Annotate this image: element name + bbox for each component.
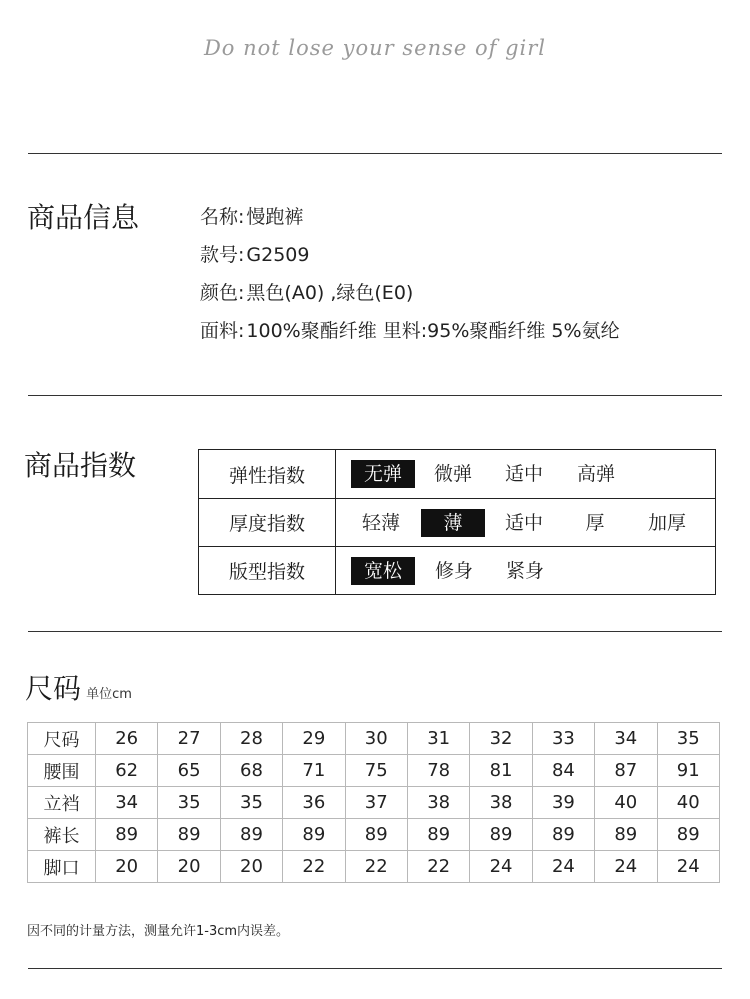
info-label: 面料: <box>200 320 245 342</box>
product-info-title: 商品信息 <box>27 201 140 234</box>
table-cell: 20 <box>220 851 282 883</box>
info-label: 名称: <box>200 206 245 228</box>
table-cell: 20 <box>96 851 158 883</box>
row-header: 裤长 <box>28 819 96 851</box>
table-cell: 35 <box>657 723 719 755</box>
table-cell: 34 <box>96 787 158 819</box>
table-cell: 32 <box>470 723 532 755</box>
index-row-label: 弹性指数 <box>199 450 336 498</box>
table-cell: 28 <box>220 723 282 755</box>
option: 适中 <box>504 463 543 485</box>
row-header: 脚口 <box>28 851 96 883</box>
table-row <box>28 819 720 851</box>
row-header: 立裆 <box>28 787 96 819</box>
table-cell: 34 <box>595 723 657 755</box>
option-selected: 薄 <box>421 509 485 537</box>
option: 厚 <box>585 511 605 534</box>
table-cell: 40 <box>657 787 719 819</box>
table-cell: 24 <box>532 851 594 883</box>
table-cell: 29 <box>283 723 345 755</box>
table-cell: 68 <box>220 755 282 787</box>
table-cell: 89 <box>532 819 594 851</box>
info-label: 颜色: <box>200 282 245 304</box>
table-cell: 89 <box>657 819 719 851</box>
info-value: G2509 <box>246 244 310 266</box>
table-cell: 89 <box>158 819 220 851</box>
index-row-thickness <box>199 498 715 546</box>
table-cell: 89 <box>345 819 407 851</box>
row-header: 尺码 <box>28 723 96 755</box>
size-table <box>27 722 720 883</box>
table-cell: 35 <box>158 787 220 819</box>
info-line-name <box>200 202 303 229</box>
table-cell: 91 <box>657 755 719 787</box>
size-chart-title: 尺码 <box>25 672 82 705</box>
table-cell: 22 <box>345 851 407 883</box>
table-cell: 89 <box>220 819 282 851</box>
table-cell: 81 <box>470 755 532 787</box>
table-cell: 24 <box>470 851 532 883</box>
index-row-label: 厚度指数 <box>199 499 336 546</box>
table-cell: 33 <box>532 723 594 755</box>
table-cell: 38 <box>470 787 532 819</box>
table-cell: 26 <box>96 723 158 755</box>
table-cell: 35 <box>220 787 282 819</box>
table-cell: 39 <box>532 787 594 819</box>
table-row <box>28 755 720 787</box>
table-cell: 89 <box>407 819 469 851</box>
table-cell: 89 <box>470 819 532 851</box>
table-cell: 22 <box>283 851 345 883</box>
table-cell: 24 <box>595 851 657 883</box>
option: 高弹 <box>576 463 615 485</box>
info-label: 款号: <box>200 244 245 266</box>
option-selected: 无弹 <box>351 460 415 488</box>
product-index-title: 商品指数 <box>24 449 137 482</box>
row-header: 腰围 <box>28 755 96 787</box>
option: 加厚 <box>647 511 686 534</box>
table-row <box>28 851 720 883</box>
table-cell: 89 <box>595 819 657 851</box>
table-cell: 27 <box>158 723 220 755</box>
header-script-text: Do not lose your sense of girl <box>203 36 547 60</box>
info-value: 慢跑裤 <box>246 206 304 228</box>
table-cell: 62 <box>96 755 158 787</box>
product-index-table <box>198 449 716 595</box>
table-cell: 89 <box>96 819 158 851</box>
index-row-fit <box>199 546 715 594</box>
option: 微弹 <box>433 463 472 485</box>
divider <box>28 153 722 154</box>
divider <box>28 631 722 632</box>
divider <box>28 968 722 969</box>
table-cell: 75 <box>345 755 407 787</box>
info-value: 100%聚酯纤维 里料:95%聚酯纤维 5%氨纶 <box>246 320 620 342</box>
option-selected: 宽松 <box>351 557 415 585</box>
table-cell: 20 <box>158 851 220 883</box>
table-cell: 89 <box>283 819 345 851</box>
table-cell: 24 <box>657 851 719 883</box>
info-line-style-no <box>200 240 309 267</box>
table-cell: 87 <box>595 755 657 787</box>
table-cell: 78 <box>407 755 469 787</box>
table-cell: 38 <box>407 787 469 819</box>
info-line-fabric <box>200 316 620 343</box>
option: 轻薄 <box>361 511 400 534</box>
table-cell: 31 <box>407 723 469 755</box>
table-cell: 30 <box>345 723 407 755</box>
divider <box>28 395 722 396</box>
table-cell: 22 <box>407 851 469 883</box>
table-cell: 84 <box>532 755 594 787</box>
option: 适中 <box>504 511 543 534</box>
measurement-note: 因不同的计量方法，测量允许1-3cm内误差。 <box>27 924 290 939</box>
table-cell: 36 <box>283 787 345 819</box>
info-value: 黑色(A0) ,绿色(E0) <box>246 282 414 304</box>
index-row-label: 版型指数 <box>199 547 336 594</box>
table-cell: 37 <box>345 787 407 819</box>
table-cell: 65 <box>158 755 220 787</box>
table-row <box>28 787 720 819</box>
option: 修身 <box>434 559 473 582</box>
table-row <box>28 723 720 755</box>
table-cell: 71 <box>283 755 345 787</box>
info-line-color <box>200 278 413 305</box>
option: 紧身 <box>505 559 544 582</box>
size-chart-unit: 单位cm <box>86 687 132 702</box>
size-chart-heading <box>25 667 132 707</box>
table-cell: 40 <box>595 787 657 819</box>
index-row-elasticity <box>199 450 715 498</box>
